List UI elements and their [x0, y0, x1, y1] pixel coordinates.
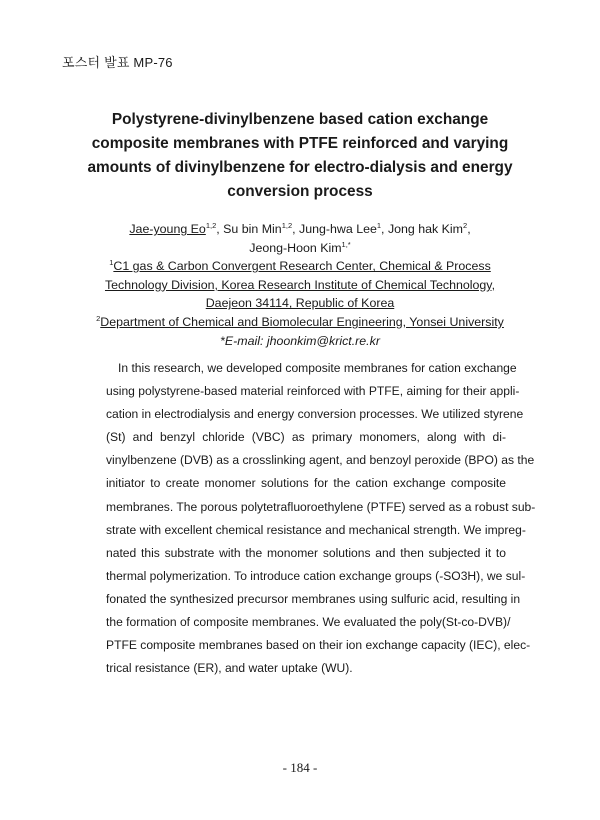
author-list	[62, 239, 538, 258]
abstract	[106, 357, 536, 680]
abstract-line: trical resistance (ER), and water uptake (WU).	[106, 661, 353, 676]
author-name: Jung-hwa Lee	[299, 222, 377, 236]
title-line: composite membranes with PTFE reinforced and varying	[91, 135, 509, 152]
abstract-line: thermal polymerization. To introduce cation exchange groups (-SO3H), we sul-	[106, 568, 526, 583]
abstract-line: In this research, we developed composite membranes for cation exchange	[118, 361, 517, 375]
author-block	[62, 220, 538, 350]
abstract-line: PTFE composite membranes based on their ion exchange capacity (IEC), elec-	[106, 638, 531, 653]
abstract-line: membranes. The porous polytetrafluoroethylene (PTFE) served as a robust sub-	[106, 499, 536, 514]
affiliation-text: Technology Division, Korea Research Institute of Chemical Technology,	[104, 277, 496, 292]
author-list: Jae-young Eo$^{1,2}$, Su bin Min$^{1,2}$, Jung-hwa Lee$^1$, Jong hak Kim$^2$,	[129, 221, 471, 236]
title-line: amounts of divinylbenzene for electro-dialysis and energy	[87, 159, 513, 176]
affiliation-superscript: 1	[109, 258, 114, 268]
affiliation-superscript: 2	[96, 313, 101, 323]
author-superscript: 1,2	[281, 221, 293, 230]
abstract-line: the formation of composite membranes. We evaluated the poly(St-co-DVB)/	[106, 615, 511, 630]
author-superscript: 1,2	[205, 221, 217, 230]
title-line: conversion process	[227, 183, 373, 200]
affiliation-text: C1 gas & Carbon Convergent Research Center, Chemical & Process	[113, 259, 491, 274]
session-label: 포스터 발표 MP-76	[62, 55, 173, 70]
affiliation-text: Daejeon 34114, Republic of Korea	[205, 296, 395, 311]
author-name: Jae-young Eo	[129, 222, 206, 236]
abstract-line: (St) and benzyl chloride (VBC) as primary monomers, along with di-	[106, 430, 506, 445]
abstract-line: fonated the synthesized precursor membranes using sulfuric acid, resulting in	[106, 591, 521, 606]
author-name: Jeong-Hoon Kim	[249, 240, 342, 255]
author-superscript: 2	[463, 221, 468, 230]
page-number: - 184 -	[282, 760, 318, 775]
author-superscript: 1,*	[341, 239, 351, 249]
abstract-line: using polystyrene-based material reinforced with PTFE, aiming for their appli-	[106, 384, 520, 399]
affiliation-text: Department of Chemical and Biomolecular Engineering, Yonsei University	[100, 314, 504, 329]
abstract-line: initiator to create monomer solutions for the cation exchange composite	[106, 476, 506, 491]
affiliation-1	[62, 257, 538, 276]
author-superscript: 1	[376, 221, 382, 230]
abstract-line: nated this substrate with the monomer solutions and then subjected it to	[106, 545, 506, 560]
abstract-line: vinylbenzene (DVB) as a crosslinking agent, and benzoyl peroxide (BPO) as the	[106, 453, 535, 468]
paper-title	[70, 108, 530, 204]
abstract-line: cation in electrodialysis and energy conversion processes. We utilized styrene	[106, 407, 524, 422]
abstract-line: strate with excellent chemical resistance and mechanical strength. We impreg-	[106, 522, 526, 537]
corresponding-email: *E-mail: jhoonkim@krict.re.kr	[220, 333, 380, 348]
author-name: Jong hak Kim	[387, 222, 464, 236]
title-line: Polystyrene-divinylbenzene based cation exchange	[111, 111, 489, 128]
author-name: Su bin Min	[223, 222, 282, 236]
affiliation-2	[62, 313, 538, 332]
